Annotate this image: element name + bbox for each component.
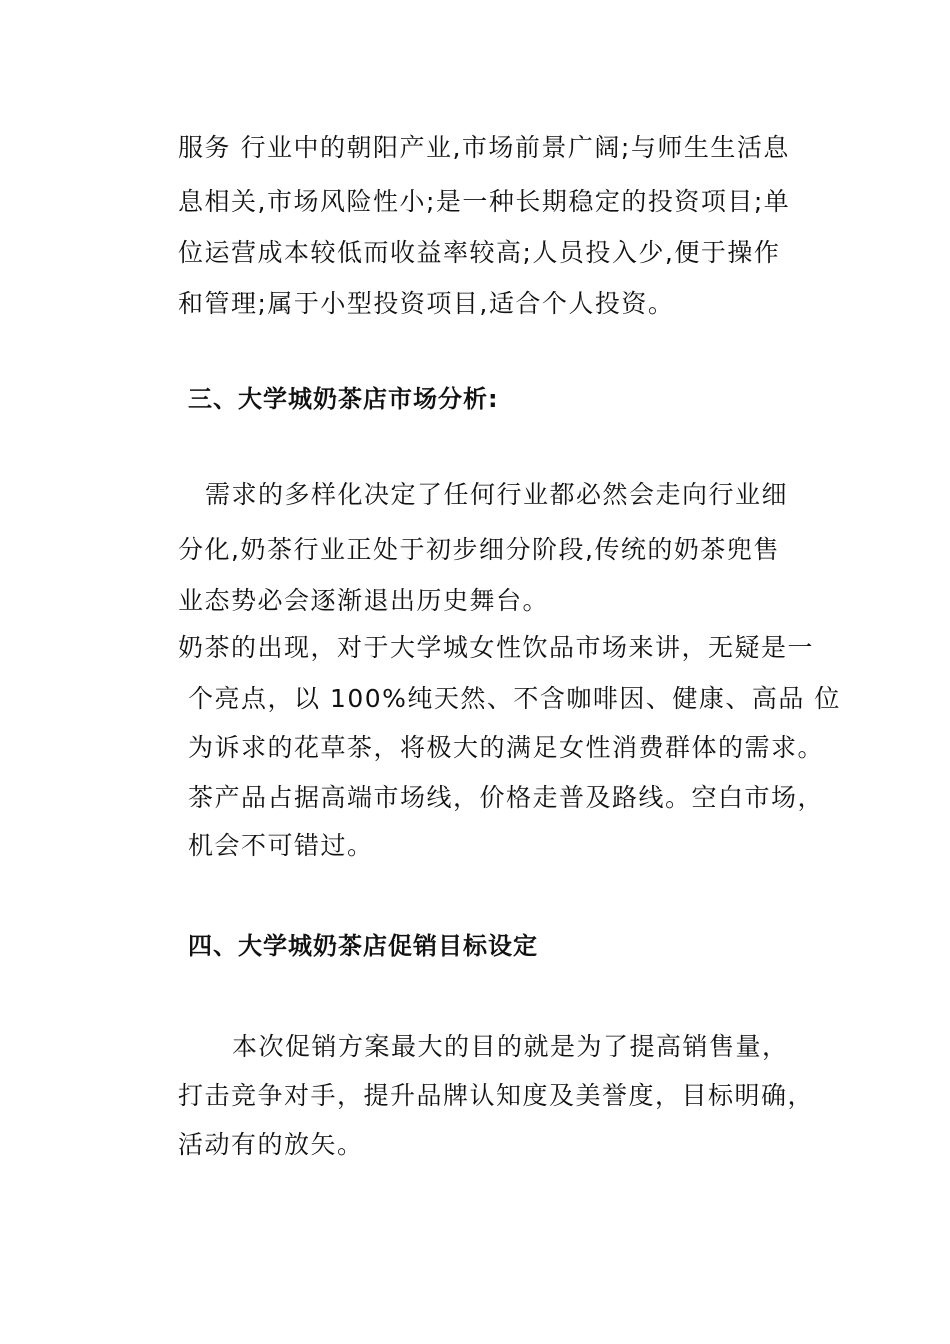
text-line: 服务 行业中的朝阳产业,市场前景广阔;与师生生活息 (178, 133, 790, 162)
text-line: 业态势必会逐渐退出历史舞台。 (178, 586, 550, 615)
text-line: 活动有的放矢。 (178, 1130, 364, 1159)
text-line: 奶茶的出现，对于大学城女性饮品市场来讲，无疑是一 (178, 633, 815, 662)
text-line: 本次促销方案最大的目的就是为了提高销售量， (232, 1032, 789, 1061)
text-line: 和管理;属于小型投资项目,适合个人投资。 (178, 289, 675, 318)
text-line: 位运营成本较低而收益率较高;人员投入少,便于操作 (178, 238, 781, 267)
text-line: 茶产品占据高端市场线，价格走普及路线。空白市场， (188, 783, 825, 812)
text-line: 打击竞争对手，提升品牌认知度及美誉度，目标明确， (178, 1081, 815, 1110)
text-line: 个亮点，以 100%纯天然、不含咖啡因、健康、高品 位 (188, 684, 841, 713)
section-three-heading: 三、大学城奶茶店市场分析: (188, 385, 499, 413)
text-line: 需求的多样化决定了任何行业都必然会走向行业细 (205, 480, 789, 509)
text-line: 息相关,市场风险性小;是一种长期稳定的投资项目;单 (178, 187, 791, 216)
section-four-heading: 四、大学城奶茶店促销目标设定 (188, 932, 538, 960)
text-line: 分化,奶茶行业正处于初步细分阶段,传统的奶茶兜售 (178, 535, 780, 564)
text-line: 机会不可错过。 (188, 831, 374, 860)
text-line: 为诉求的花草茶，将极大的满足女性消费群体的需求。 (188, 733, 825, 762)
